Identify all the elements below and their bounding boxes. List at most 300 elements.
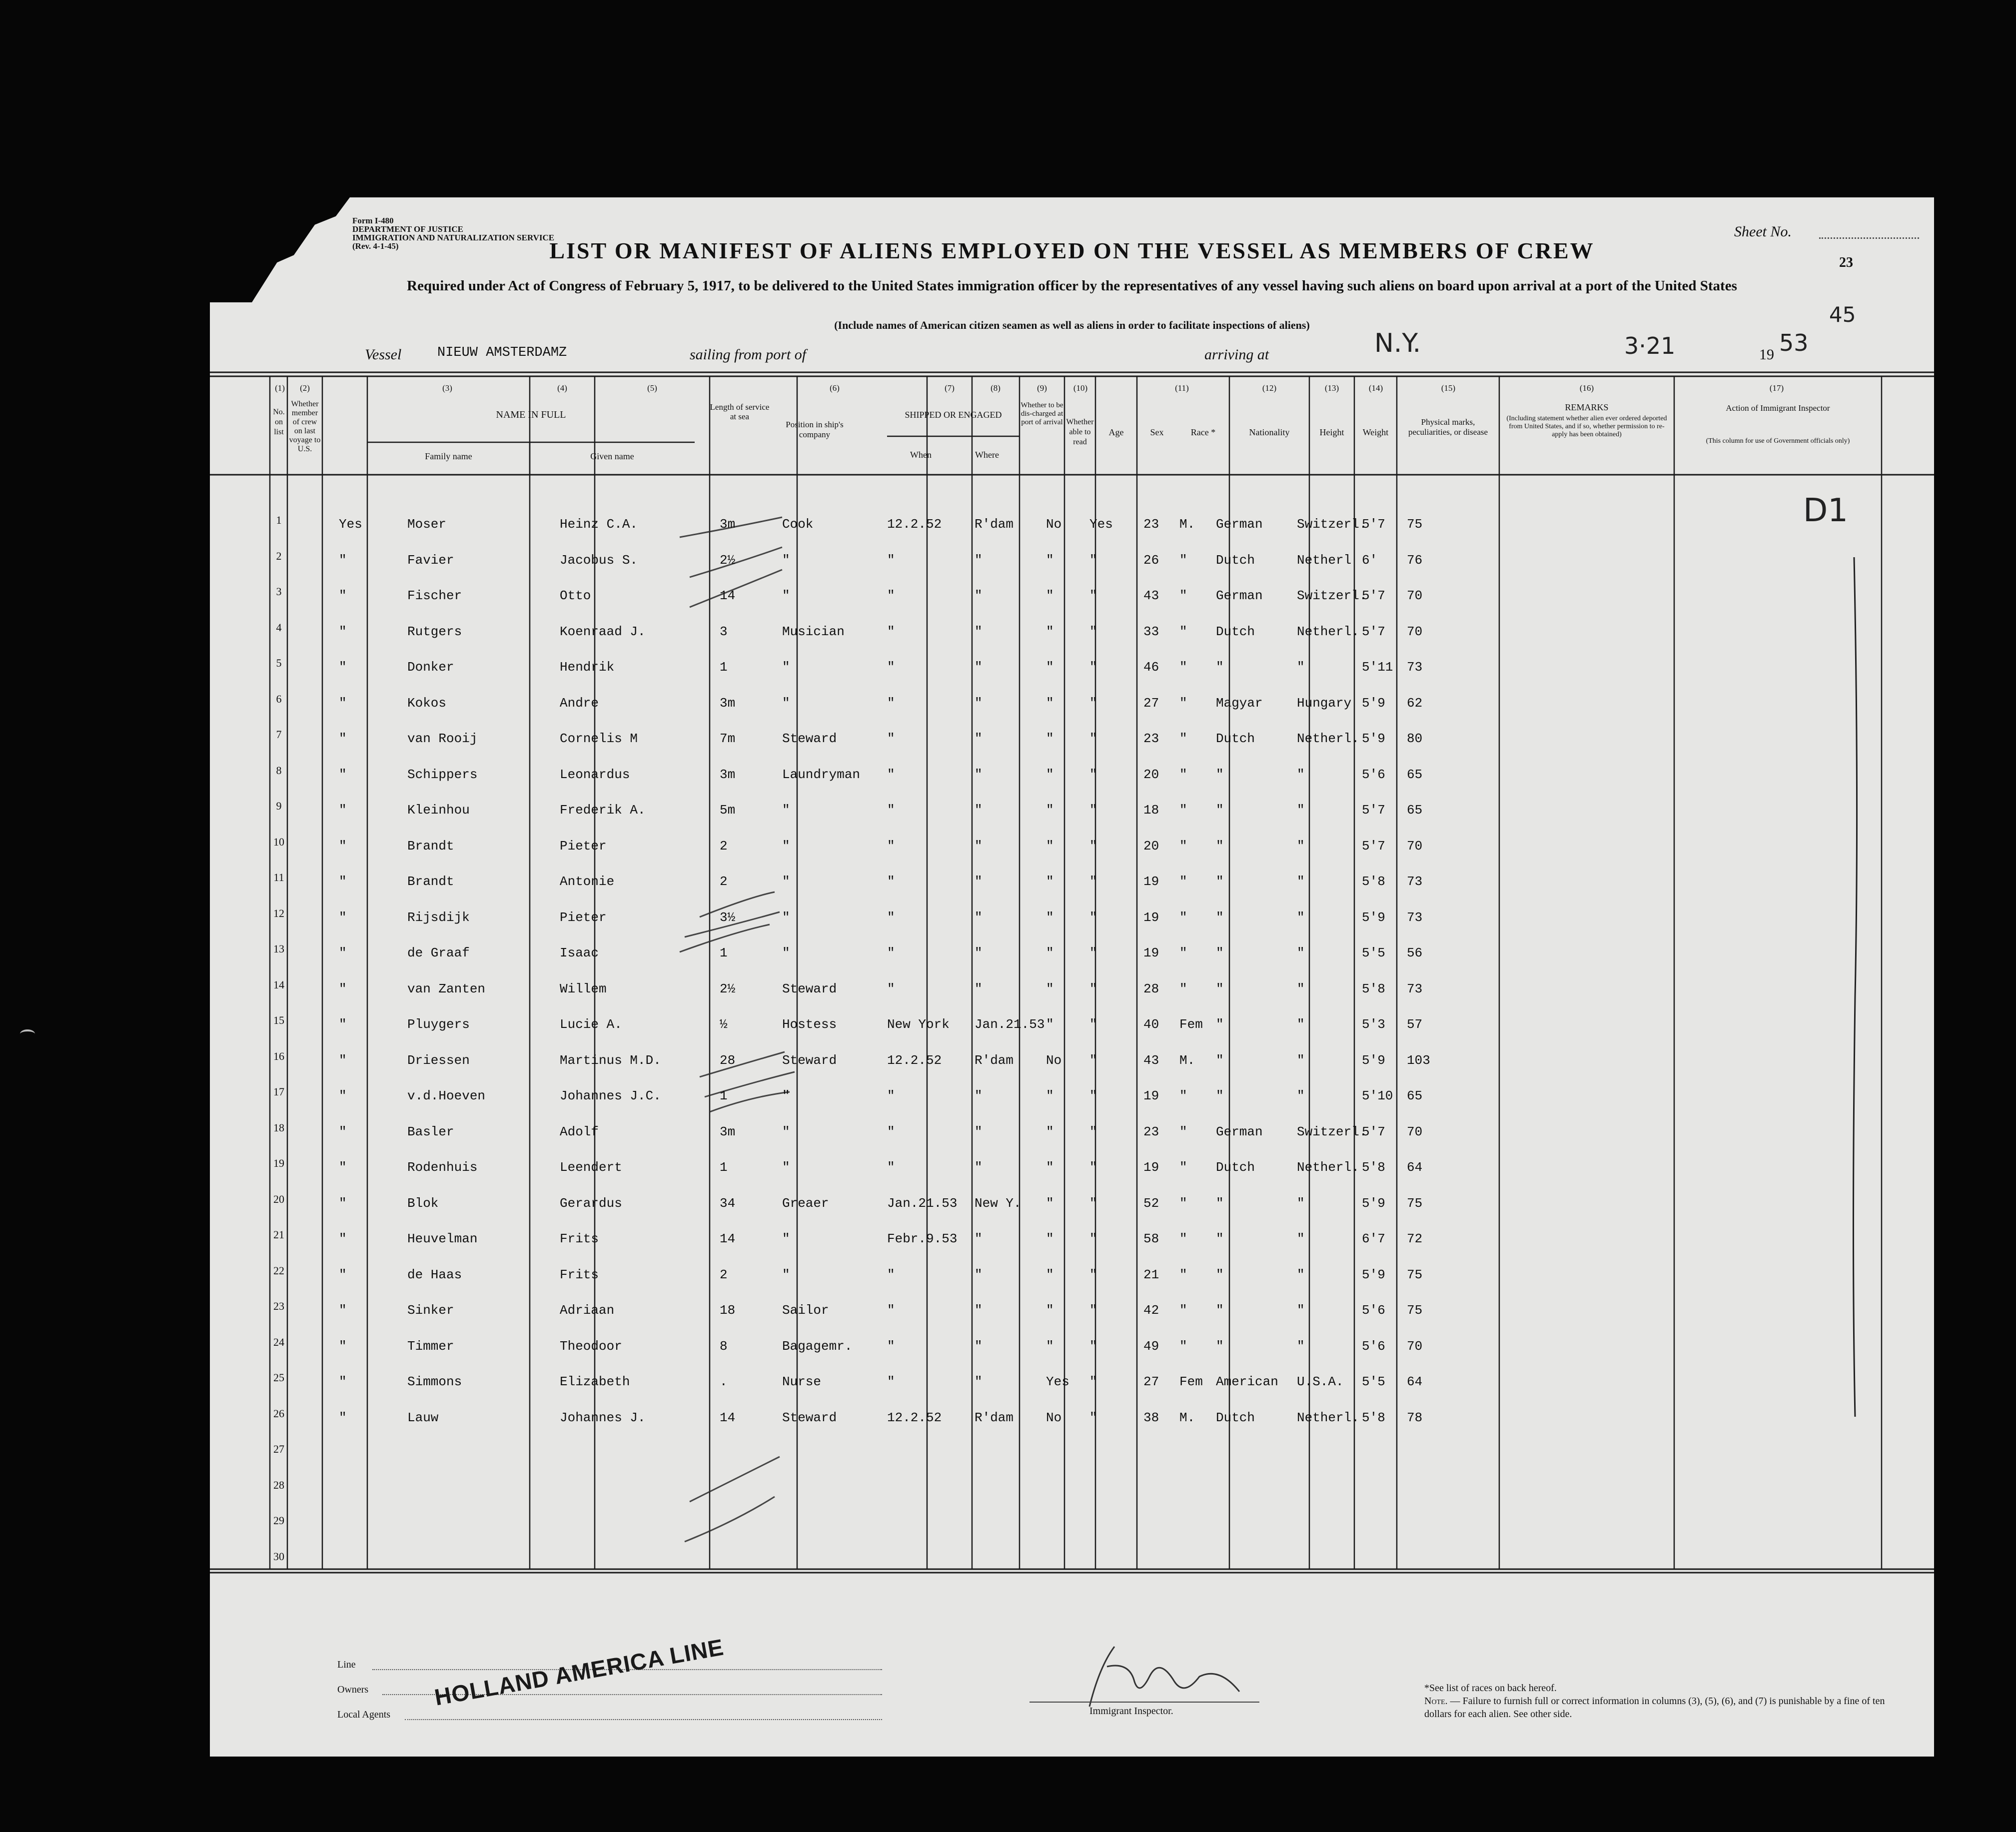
cell-discharged: " (1046, 1267, 1054, 1282)
cell-length-service: 14 (720, 588, 736, 603)
cell-position: " (782, 695, 790, 711)
cell-sex: " (1179, 1160, 1187, 1175)
cell-length-service: 1 (720, 1160, 728, 1175)
cell-length-service: 1 (720, 945, 728, 960)
cell-prev-voyage: " (339, 945, 347, 960)
cell-age: 19 (1143, 910, 1159, 925)
row-number: 8 (276, 764, 282, 777)
cell-age: 26 (1143, 552, 1159, 568)
cell-shipped-where: " (975, 731, 983, 746)
row-number: 11 (273, 871, 284, 884)
cell-position: " (782, 1267, 790, 1282)
cell-race: Dutch (1216, 731, 1255, 746)
cell-able-read: " (1089, 1338, 1097, 1354)
cell-prev-voyage: " (339, 624, 347, 639)
cell-family-name: Rijsdijk (407, 910, 470, 925)
cell-age: 23 (1143, 517, 1159, 532)
cell-nationality: " (1297, 1195, 1305, 1211)
arriving-port-handwritten: N.Y. (1374, 328, 1421, 358)
cell-given-name: Adriaan (560, 1303, 615, 1318)
cell-able-read: " (1089, 660, 1097, 675)
cell-weight: 62 (1407, 695, 1423, 711)
col-num-9: (9) (1037, 383, 1047, 393)
cell-weight: 78 (1407, 1410, 1423, 1425)
inspector-rule (1029, 1702, 1259, 1703)
cell-sex: " (1179, 731, 1187, 746)
races-note: *See list of races on back hereof. (1424, 1683, 1557, 1694)
cell-age: 23 (1143, 1124, 1159, 1139)
year-handwritten: 53 (1779, 329, 1809, 356)
cell-weight: 103 (1407, 1052, 1430, 1068)
cell-discharged: " (1046, 874, 1054, 889)
cell-family-name: Pluygers (407, 1017, 470, 1032)
cell-length-service: 3m (720, 767, 736, 782)
cell-race: " (1216, 767, 1224, 782)
cell-able-read: " (1089, 1017, 1097, 1032)
cell-family-name: van Rooij (407, 731, 478, 746)
cell-weight: 75 (1407, 517, 1423, 532)
cell-shipped-when: " (887, 660, 895, 675)
cell-sex: " (1179, 874, 1187, 889)
scan-mark (20, 1029, 35, 1038)
cell-family-name: Donker (407, 660, 454, 675)
cell-family-name: Brandt (407, 874, 454, 889)
cell-discharged: " (1046, 1338, 1054, 1354)
cell-age: 23 (1143, 731, 1159, 746)
cell-prev-voyage: " (339, 981, 347, 996)
cell-discharged: " (1046, 838, 1054, 854)
cell-sex: " (1179, 1338, 1187, 1354)
header-shipped-engaged: SHIPPED OR ENGAGED (905, 410, 1002, 420)
cell-able-read: " (1089, 803, 1097, 818)
cell-race: Magyar (1216, 695, 1263, 711)
cell-length-service: 8 (720, 1338, 728, 1354)
cell-able-read: Yes (1089, 517, 1113, 532)
cell-age: 46 (1143, 660, 1159, 675)
cell-discharged: No (1046, 1052, 1062, 1068)
cell-race: American (1216, 1374, 1278, 1389)
cell-age: 19 (1143, 1088, 1159, 1103)
cell-given-name: Frederik A. (560, 803, 646, 818)
cell-shipped-where: " (975, 981, 983, 996)
cell-length-service: 3m (720, 695, 736, 711)
cell-given-name: Johannes J.C. (560, 1088, 661, 1103)
cell-race: " (1216, 1052, 1224, 1068)
cell-family-name: Blok (407, 1195, 439, 1211)
cell-given-name: Frits (560, 1231, 599, 1246)
cell-weight: 56 (1407, 945, 1423, 960)
header-remarks-note: (Including statement whether alien ever ordered deported from United States, and if so, whether permission to re-apply has been obtained) (1506, 415, 1667, 438)
cell-position: " (782, 803, 790, 818)
owners-label: Owners (337, 1684, 369, 1695)
action-mark-handwritten: D1 (1803, 492, 1848, 529)
cell-sex: " (1179, 1195, 1187, 1211)
row-number: 22 (273, 1264, 284, 1277)
cell-height: 5'7 (1362, 588, 1385, 603)
cell-shipped-when: Febr.9.53 (887, 1231, 958, 1246)
cell-given-name: Antonie (560, 874, 615, 889)
cell-sex: " (1179, 660, 1187, 675)
cell-nationality: " (1297, 803, 1305, 818)
cell-race: Dutch (1216, 1160, 1255, 1175)
row-number: 30 (273, 1550, 284, 1563)
cell-position: Steward (782, 731, 837, 746)
header-no-on-list: No. on list (273, 408, 285, 436)
cell-height: 5'9 (1362, 695, 1385, 711)
header-whether-member: Whether member of crew on last voyage to U.S. (289, 400, 321, 453)
cell-family-name: Simmons (407, 1374, 462, 1389)
cell-shipped-when: " (887, 624, 895, 639)
cell-age: 27 (1143, 695, 1159, 711)
cell-height: 5'8 (1362, 1160, 1385, 1175)
row-number: 23 (273, 1300, 284, 1312)
row-number: 14 (273, 978, 284, 991)
cell-prev-voyage: " (339, 731, 347, 746)
cell-nationality: Switzerl. (1297, 588, 1367, 603)
cell-shipped-where: " (975, 1231, 983, 1246)
cell-shipped-when: " (887, 1374, 895, 1389)
cell-nationality: " (1297, 1338, 1305, 1354)
cell-position: " (782, 945, 790, 960)
cell-weight: 73 (1407, 910, 1423, 925)
cell-position: Greaer (782, 1195, 829, 1211)
cell-family-name: Lauw (407, 1410, 439, 1425)
cell-age: 27 (1143, 1374, 1159, 1389)
row-number: 2 (276, 549, 282, 562)
cell-given-name: Otto (560, 588, 591, 603)
cell-age: 40 (1143, 1017, 1159, 1032)
cell-prev-voyage: " (339, 1374, 347, 1389)
header-where: Where (975, 450, 999, 460)
row-number: 6 (276, 692, 282, 705)
action-bracket-mark (1854, 557, 1857, 1417)
cell-shipped-where: " (975, 838, 983, 854)
cell-given-name: Johannes J. (560, 1410, 646, 1425)
cell-height: 5'9 (1362, 731, 1385, 746)
cell-length-service: 7m (720, 731, 736, 746)
cell-able-read: " (1089, 1231, 1097, 1246)
cell-able-read: " (1089, 981, 1097, 996)
cell-nationality: " (1297, 767, 1305, 782)
cell-discharged: " (1046, 1124, 1054, 1139)
cell-nationality: " (1297, 910, 1305, 925)
header-name-in-full: NAME IN FULL (496, 409, 566, 420)
cell-position: " (782, 1160, 790, 1175)
form-department: DEPARTMENT OF JUSTICE (352, 224, 464, 234)
cell-shipped-where: " (975, 1267, 983, 1282)
cell-sex: " (1179, 910, 1187, 925)
col-num-7: (7) (945, 383, 955, 393)
cell-family-name: Rutgers (407, 624, 462, 639)
cell-race: " (1216, 910, 1224, 925)
cell-sex: " (1179, 981, 1187, 996)
cell-nationality: Netherl. (1297, 731, 1359, 746)
cell-race: " (1216, 981, 1224, 996)
cell-shipped-where: " (975, 552, 983, 568)
cell-height: 6' (1362, 552, 1378, 568)
cell-race: " (1216, 945, 1224, 960)
footnote (1424, 1682, 1894, 1721)
cell-length-service: ½ (720, 1017, 728, 1032)
cell-discharged: " (1046, 945, 1054, 960)
page-number-handwritten: 45 (1829, 302, 1856, 327)
row-number: 4 (276, 621, 282, 634)
cell-nationality: " (1297, 1267, 1305, 1282)
cell-discharged: " (1046, 910, 1054, 925)
row-number: 20 (273, 1192, 284, 1205)
row-number: 17 (273, 1085, 284, 1098)
cell-given-name: Frits (560, 1267, 599, 1282)
cell-shipped-where: R'dam (975, 1052, 1014, 1068)
cell-sex: M. (1179, 517, 1195, 532)
cell-age: 21 (1143, 1267, 1159, 1282)
cell-nationality: " (1297, 1017, 1305, 1032)
header-discharged: Whether to be dis-charged at port of arrival (1020, 401, 1063, 426)
cell-discharged: " (1046, 803, 1054, 818)
cell-able-read: " (1089, 874, 1097, 889)
cell-shipped-when: " (887, 1124, 895, 1139)
cell-height: 5'7 (1362, 624, 1385, 639)
agents-label: Local Agents (337, 1709, 391, 1720)
cell-nationality: Netherl. (1297, 1160, 1359, 1175)
cell-position: Steward (782, 1410, 837, 1425)
row-number: 7 (276, 728, 282, 741)
cell-able-read: " (1089, 1088, 1097, 1103)
cell-prev-voyage: " (339, 1017, 347, 1032)
cell-weight: 65 (1407, 803, 1423, 818)
cell-race: " (1216, 1195, 1224, 1211)
cell-given-name: Lucie A. (560, 1017, 622, 1032)
cell-length-service: 2 (720, 874, 728, 889)
cell-given-name: Isaac (560, 945, 599, 960)
cell-shipped-where: R'dam (975, 517, 1014, 532)
vessel-name: NIEUW AMSTERDAMZ (437, 345, 567, 360)
cell-age: 18 (1143, 803, 1159, 818)
cell-length-service: 18 (720, 1303, 736, 1318)
cell-given-name: Leendert (560, 1160, 622, 1175)
cell-able-read: " (1089, 945, 1097, 960)
header-nationality: Nationality (1249, 427, 1290, 437)
cell-able-read: " (1089, 1410, 1097, 1425)
row-number: 24 (273, 1335, 284, 1348)
cell-height: 5'9 (1362, 1052, 1385, 1068)
cell-shipped-when: " (887, 874, 895, 889)
arriving-label: arriving at (1204, 346, 1269, 363)
cell-nationality: Hungary (1297, 695, 1352, 711)
cell-given-name: Willem (560, 981, 607, 996)
cell-able-read: " (1089, 624, 1097, 639)
cell-given-name: Jacobus S. (560, 552, 638, 568)
header-physical: Physical marks, peculiarities, or disease (1408, 417, 1488, 437)
cell-age: 28 (1143, 981, 1159, 996)
note-label: Note. (1424, 1696, 1448, 1707)
cell-sex: M. (1179, 1410, 1195, 1425)
document-instruction: (Include names of American citizen seamen as well as aliens in order to facilitate inspections of aliens) (834, 319, 1310, 331)
cell-shipped-where: " (975, 767, 983, 782)
cell-shipped-where: R'dam (975, 1410, 1014, 1425)
cell-prev-voyage: " (339, 1303, 347, 1318)
cell-shipped-when: " (887, 767, 895, 782)
cell-able-read: " (1089, 1195, 1097, 1211)
cell-length-service: 2½ (720, 552, 736, 568)
cell-shipped-where: " (975, 695, 983, 711)
cell-height: 5'8 (1362, 981, 1385, 996)
cell-given-name: Pieter (560, 838, 607, 854)
voyage-line (210, 328, 1934, 367)
cell-weight: 75 (1407, 1303, 1423, 1318)
cell-shipped-when: " (887, 695, 895, 711)
col-num-11: (11) (1175, 383, 1189, 393)
cell-nationality: " (1297, 1052, 1305, 1068)
cell-prev-voyage: " (339, 1267, 347, 1282)
cell-sex: " (1179, 1267, 1187, 1282)
cell-sex: Fem (1179, 1017, 1203, 1032)
cell-weight: 57 (1407, 1017, 1423, 1032)
cell-able-read: " (1089, 767, 1097, 782)
cell-able-read: " (1089, 552, 1097, 568)
cell-shipped-when: " (887, 1160, 895, 1175)
col-num-16: (16) (1579, 383, 1594, 393)
cell-discharged: Yes (1046, 1374, 1069, 1389)
cell-prev-voyage: " (339, 803, 347, 818)
col-num-12: (12) (1262, 383, 1277, 393)
cell-discharged: " (1046, 731, 1054, 746)
cell-shipped-when: Jan.21.53 (887, 1195, 958, 1211)
cell-family-name: Moser (407, 517, 447, 532)
cell-height: 5'3 (1362, 1017, 1385, 1032)
year-prefix: 19 (1759, 346, 1774, 363)
cell-weight: 75 (1407, 1195, 1423, 1211)
cell-shipped-when: " (887, 910, 895, 925)
cell-able-read: " (1089, 910, 1097, 925)
cell-nationality: " (1297, 1231, 1305, 1246)
form-number: Form I-480 (352, 216, 394, 225)
cell-position: " (782, 910, 790, 925)
form-revision: (Rev. 4-1-45) (352, 241, 399, 251)
cell-given-name: Theodoor (560, 1338, 622, 1354)
cell-family-name: Kokos (407, 695, 447, 711)
cell-discharged: " (1046, 660, 1054, 675)
cell-race: " (1216, 1231, 1224, 1246)
cell-shipped-when: " (887, 552, 895, 568)
cell-family-name: Schippers (407, 767, 478, 782)
cell-family-name: Driessen (407, 1052, 470, 1068)
cell-weight: 64 (1407, 1160, 1423, 1175)
cell-weight: 80 (1407, 731, 1423, 746)
cell-nationality: Netherl. (1297, 1410, 1359, 1425)
row-number: 3 (276, 585, 282, 598)
col-num-3: (3) (442, 383, 452, 393)
cell-sex: " (1179, 767, 1187, 782)
cell-prev-voyage: " (339, 695, 347, 711)
cell-shipped-where: " (975, 588, 983, 603)
cell-length-service: 1 (720, 660, 728, 675)
cell-shipped-where: New Y. (975, 1195, 1021, 1211)
cell-able-read: " (1089, 1124, 1097, 1139)
cell-age: 38 (1143, 1410, 1159, 1425)
cell-height: 6'7 (1362, 1231, 1385, 1246)
cell-prev-voyage: " (339, 874, 347, 889)
cell-able-read: " (1089, 1052, 1097, 1068)
cell-length-service: 14 (720, 1231, 736, 1246)
cell-weight: 65 (1407, 767, 1423, 782)
cell-nationality: " (1297, 945, 1305, 960)
row-number: 25 (273, 1371, 284, 1384)
cell-length-service: 1 (720, 1088, 728, 1103)
cell-prev-voyage: " (339, 1195, 347, 1211)
cell-prev-voyage: " (339, 660, 347, 675)
cell-given-name: Cornelis M (560, 731, 638, 746)
row-number: 13 (273, 942, 284, 955)
cell-given-name: Andre (560, 695, 599, 711)
cell-position: Laundryman (782, 767, 861, 782)
col-num-6: (6) (830, 383, 840, 393)
cell-discharged: No (1046, 517, 1062, 532)
row-number: 12 (273, 907, 284, 919)
cell-race: German (1216, 517, 1263, 532)
cell-age: 20 (1143, 767, 1159, 782)
cell-shipped-where: Jan.21.53 (975, 1017, 1045, 1032)
cell-position: " (782, 874, 790, 889)
col-num-14: (14) (1368, 383, 1383, 393)
cell-prev-voyage: " (339, 1088, 347, 1103)
cell-given-name: Gerardus (560, 1195, 622, 1211)
cell-shipped-when: New York (887, 1017, 950, 1032)
cell-length-service: 14 (720, 1410, 736, 1425)
cell-able-read: " (1089, 838, 1097, 854)
document-title: LIST OR MANIFEST OF ALIENS EMPLOYED ON THE VESSEL AS MEMBERS OF CREW (549, 238, 1595, 263)
cell-age: 19 (1143, 874, 1159, 889)
cell-weight: 70 (1407, 1124, 1423, 1139)
cell-given-name: Elizabeth (560, 1374, 630, 1389)
cell-prev-voyage: " (339, 910, 347, 925)
header-weight: Weight (1362, 427, 1389, 437)
cell-race: " (1216, 874, 1224, 889)
header-race: Race * (1190, 427, 1216, 437)
row-number: 1 (276, 514, 282, 526)
header-position: Position in ship's company (786, 420, 844, 439)
cell-prev-voyage: " (339, 838, 347, 854)
cell-shipped-when: " (887, 1338, 895, 1354)
cell-weight: 73 (1407, 874, 1423, 889)
cell-age: 52 (1143, 1195, 1159, 1211)
inspector-label: Immigrant Inspector. (1089, 1706, 1173, 1717)
cell-shipped-when: " (887, 838, 895, 854)
cell-race: Dutch (1216, 1410, 1255, 1425)
cell-prev-voyage: " (339, 1124, 347, 1139)
cell-height: 5'7 (1362, 1124, 1385, 1139)
row-number: 16 (273, 1049, 284, 1062)
cell-family-name: Sinker (407, 1303, 454, 1318)
cell-family-name: Fischer (407, 588, 462, 603)
cell-position: " (782, 552, 790, 568)
cell-height: 5'6 (1362, 1338, 1385, 1354)
cell-weight: 64 (1407, 1374, 1423, 1389)
row-number: 29 (273, 1514, 284, 1527)
cell-sex: " (1179, 803, 1187, 818)
form-service: IMMIGRATION AND NATURALIZATION SERVICE (352, 233, 555, 242)
cell-shipped-when: " (887, 1088, 895, 1103)
cell-sex: " (1179, 624, 1187, 639)
cell-weight: 76 (1407, 552, 1423, 568)
cell-given-name: Pieter (560, 910, 607, 925)
cell-family-name: Basler (407, 1124, 454, 1139)
cell-age: 49 (1143, 1338, 1159, 1354)
cell-race: " (1216, 1017, 1224, 1032)
cell-given-name: Koenraad J. (560, 624, 646, 639)
cell-weight: 73 (1407, 660, 1423, 675)
cell-length-service: 2 (720, 838, 728, 854)
